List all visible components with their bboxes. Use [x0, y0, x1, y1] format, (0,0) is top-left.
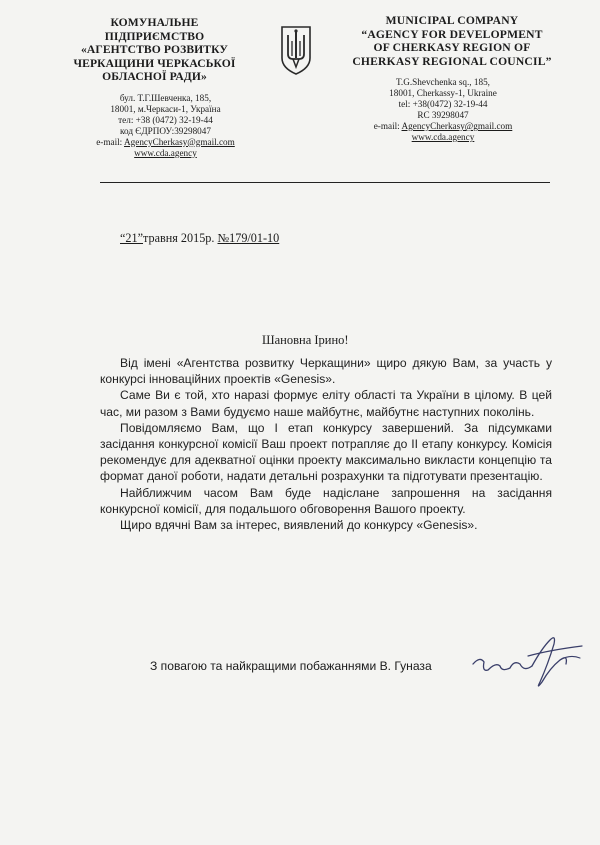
header-english [332, 14, 572, 143]
paragraph: Щиро вдячні Вам за інтерес, виявлений до конкурсу «Genesis». [120, 518, 478, 533]
closing: З повагою та найкращими побажаннями В. Гуназа [150, 659, 432, 673]
paragraph: Саме Ви є той, хто наразі формує еліту області та України в цілому. В цей час, ми разом з Вами будуємо наше майбутнє, майбутнє наступних поколінь. [100, 388, 552, 419]
address-line: код ЄДРПОУ:39298047 [120, 125, 211, 136]
email-link-en[interactable]: AgencyCherkasy@gmail.com [401, 121, 513, 131]
header-ukrainian [52, 16, 257, 159]
date-day: “21” [120, 231, 144, 245]
address-line: 18001, Cherkassy-1, Ukraine [389, 88, 497, 98]
email-line-en [332, 121, 554, 132]
email-line-uk [74, 137, 257, 148]
greeting: Шановна Ірино! [262, 333, 349, 347]
paragraph: Найближчим часом Вам буде надіслане запрошення на засідання конкурсної комісії, для подальшого обговорення Вашого проекту. [100, 485, 552, 516]
address-uk [52, 93, 257, 159]
org-line: ПІДПРИЄМСТВО [104, 29, 205, 43]
address-line: RC 39298047 [417, 110, 469, 120]
org-line: «АГЕНТСТВО РОЗВИТКУ [80, 43, 228, 56]
org-name-uk [52, 16, 257, 84]
org-line: ОБЛАСНОЇ РАДИ» [102, 70, 207, 83]
org-line: CHERKASY REGIONAL COUNCIL” [352, 54, 552, 68]
letter-body [100, 355, 552, 533]
date-month-year: травня 2015р. [143, 231, 215, 245]
reference-number: №179/01-10 [217, 231, 280, 245]
address-line: T.G.Shevchenka sq., 185, [396, 77, 490, 87]
date-reference [120, 231, 279, 246]
org-name-en [332, 14, 572, 68]
email-label: e-mail: [373, 121, 402, 131]
org-line: OF CHERKASY REGION OF [373, 41, 531, 54]
org-line: “AGENCY FOR DEVELOPMENT [361, 27, 543, 41]
address-en [332, 77, 572, 143]
address-line: tel: +38(0472) 32-19-44 [398, 99, 488, 109]
org-line: ЧЕРКАЩИНИ ЧЕРКАСЬКОЇ [73, 56, 236, 70]
paragraph: Від імені «Агентства розвитку Черкащини» щиро дякую Вам, за участь у конкурсі інноваційних проектів «Genesis». [100, 356, 552, 387]
paragraph: Повідомляємо Вам, що І етап конкурсу завершений. За підсумками засідання конкурсної комісії Ваш проект потрапляє до ІІ етапу конкурсу. Комісія рекомендує для адекватної оцінки проекту максимально викласти концепцію та формат даної роботи, надати детальні розрахунки та підготувати презентацію. [100, 420, 552, 484]
org-line: КОМУНАЛЬНЕ [110, 16, 199, 29]
website-link-uk[interactable]: www.cda.agency [134, 147, 197, 158]
trident-icon [279, 24, 313, 76]
signature-icon [470, 626, 585, 696]
address-line: бул. Т.Г.Шевченка, 185, [119, 92, 212, 103]
org-line: MUNICIPAL COMPANY [385, 14, 519, 27]
email-link-uk[interactable]: AgencyCherkasy@gmail.com [124, 136, 235, 147]
address-line: 18001, м.Черкаси-1, Україна [110, 103, 221, 114]
header-divider [100, 182, 550, 183]
address-line: тел: +38 (0472) 32-19-44 [118, 114, 213, 125]
website-link-en[interactable]: www.cda.agency [411, 132, 475, 142]
email-label: e-mail: [96, 136, 125, 147]
